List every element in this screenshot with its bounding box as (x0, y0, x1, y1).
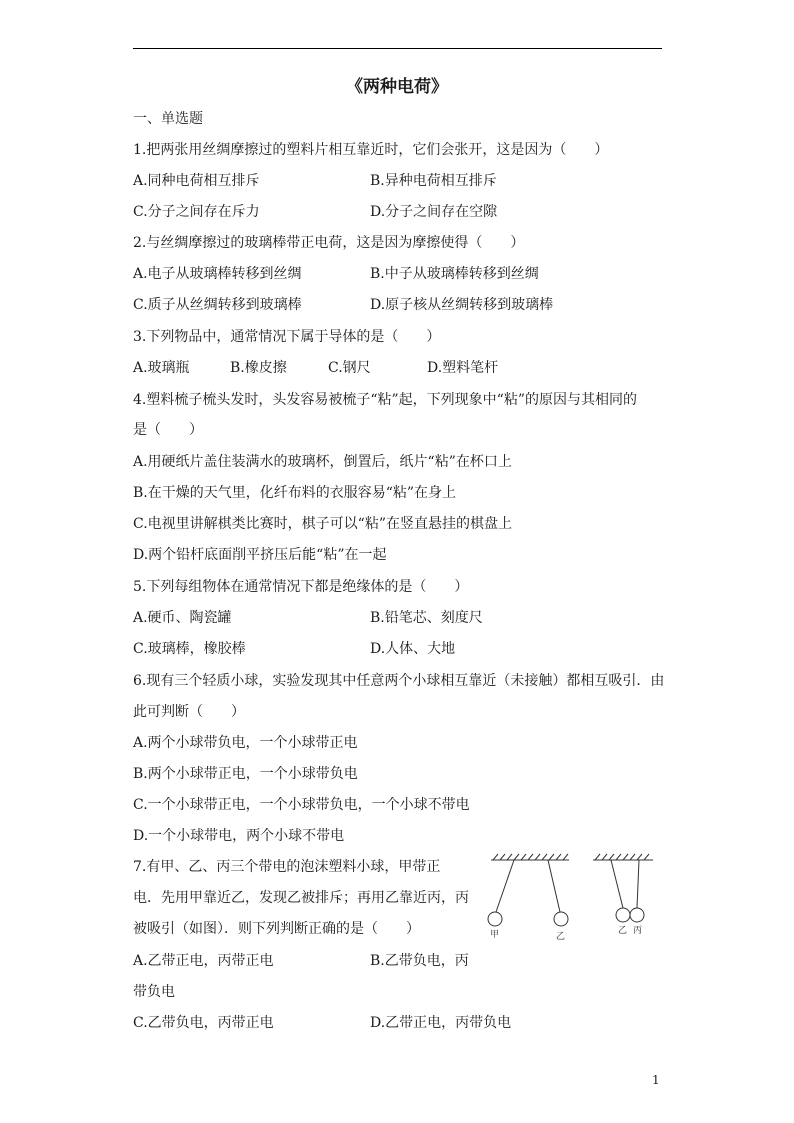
q7-option-b-continued: 带负电 (133, 984, 175, 1000)
q4-option-a: A.用硬纸片盖住装满水的玻璃杯，倒置后，纸片“粘”在杯口上 (133, 454, 512, 470)
q7-option-b: B.乙带负电，丙 (370, 953, 469, 969)
question-4-stem-line-1: 4.塑料梳子梳头发时，头发容易被梳子“粘”起，下列现象中“粘”的原因与其相同的 (133, 392, 637, 408)
q4-option-c: C.电视里讲解棋类比赛时，棋子可以“粘”在竖直悬挂的棋盘上 (133, 516, 512, 532)
thread-yi-left (548, 860, 560, 912)
q6-option-b: B.两个小球带正电，一个小球带负电 (133, 766, 358, 782)
section-heading: 一、单选题 (133, 111, 203, 127)
ball-yi-right (616, 908, 630, 922)
q4-option-b: B.在干燥的天气里，化纤布料的衣服容易“粘”在身上 (133, 485, 457, 501)
right-ceiling-hatch (595, 854, 649, 860)
page-number: 1 (652, 1073, 660, 1087)
question-7-stem-line-3: 被吸引（如图）．则下列判断正确的是（ ） (133, 921, 420, 937)
label-yi-left: 乙 (556, 932, 566, 941)
q5-option-b: B.铅笔芯、刻度尺 (370, 610, 483, 626)
q6-option-d: D.一个小球带电，两个小球不带电 (133, 828, 345, 844)
question-2-stem: 2.与丝绸摩擦过的玻璃棒带正电荷，这是因为摩擦使得（ ） (133, 235, 525, 251)
question-7-stem-line-1: 7.有甲、乙、丙三个带电的泡沫塑料小球，甲带正 (133, 859, 441, 875)
q4-option-d: D.两个铅杆底面削平挤压后能“粘”在一起 (133, 547, 387, 563)
question-7-stem-line-2: 电．先用甲靠近乙，发现乙被排斥；再用乙靠近丙，丙 (133, 890, 469, 906)
left-ceiling-hatch (493, 854, 568, 860)
thread-jia (496, 860, 514, 912)
document-title: 《两种电荷》 (346, 77, 448, 97)
label-jia: 甲 (490, 930, 500, 940)
question-6-stem-line-2: 此可判断（ ） (133, 704, 245, 720)
q2-option-d: D.原子核从丝绸转移到玻璃棒 (370, 297, 554, 313)
label-yi-right: 乙 (618, 926, 628, 936)
question-4-stem-line-2: 是（ ） (133, 422, 203, 438)
q1-option-b: B.异种电荷相互排斥 (370, 173, 497, 189)
q7-option-a: A.乙带正电，丙带正电 (133, 953, 274, 969)
q5-option-c: C.玻璃棒，橡胶棒 (133, 641, 246, 657)
q3-option-a: A.玻璃瓶 (133, 360, 190, 376)
question-6-stem-line-1: 6.现有三个轻质小球，实验发现其中任意两个小球相互靠近（未接触）都相互吸引．由 (133, 673, 665, 689)
question-1-stem: 1.把两张用丝绸摩擦过的塑料片相互靠近时，它们会张开，这是因为（ ） (133, 142, 609, 158)
question-3-stem: 3.下列物品中，通常情况下属于导体的是（ ） (133, 329, 441, 345)
q7-option-c: C.乙带负电，丙带正电 (133, 1015, 274, 1031)
q3-option-b: B.橡皮擦 (230, 360, 287, 376)
q2-option-a: A.电子从玻璃棒转移到丝绸 (133, 266, 302, 282)
q6-option-c: C.一个小球带正电，一个小球带负电，一个小球不带电 (133, 797, 470, 813)
q1-option-c: C.分子之间存在斥力 (133, 204, 260, 220)
q2-option-b: B.中子从玻璃棒转移到丝绸 (370, 266, 539, 282)
q6-option-a: A.两个小球带负电，一个小球带正电 (133, 735, 358, 751)
q7-option-d: D.乙带正电，丙带负电 (370, 1015, 512, 1031)
label-bing: 丙 (633, 926, 643, 936)
question-5-stem: 5.下列每组物体在通常情况下都是绝缘体的是（ ） (133, 579, 469, 595)
q5-option-a: A.硬币、陶瓷罐 (133, 610, 232, 626)
ball-yi-left (554, 912, 568, 926)
q5-option-d: D.人体、大地 (370, 641, 456, 657)
q3-option-d: D.塑料笔杆 (427, 360, 499, 376)
ball-bing (630, 908, 644, 922)
q3-option-c: C.钢尺 (328, 360, 371, 376)
q1-option-d: D.分子之间存在空隙 (370, 204, 498, 220)
thread-bing (637, 860, 639, 908)
q1-option-a: A.同种电荷相互排斥 (133, 173, 260, 189)
header-rule (133, 48, 662, 49)
ball-jia (488, 912, 502, 926)
q2-option-c: C.质子从丝绸转移到玻璃棒 (133, 297, 302, 313)
pendulum-figure (483, 849, 663, 941)
thread-yi-right (611, 860, 623, 908)
